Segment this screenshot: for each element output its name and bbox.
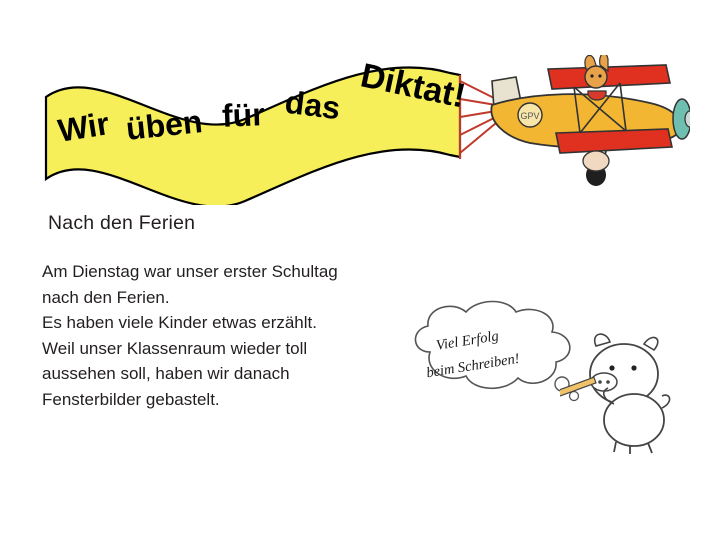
banner-plane-illustration — [30, 55, 690, 205]
svg-text:GPV: GPV — [520, 111, 540, 121]
body-line-1: Am Dienstag war unser erster Schultag — [42, 262, 338, 281]
page-title: Nach den Ferien — [48, 212, 196, 234]
body-line-3: Es haben viele Kinder etwas erzählt. — [42, 313, 317, 332]
body-line-5: aussehen soll, haben wir danach — [42, 364, 290, 383]
banner-word-5: Diktat! — [357, 56, 469, 116]
speech-bubble-line-2: beim Schreiben! — [425, 350, 521, 382]
banner-word-1: Wir — [55, 105, 112, 149]
body-line-2: nach den Ferien. — [42, 287, 170, 307]
banner-word-3: für — [221, 96, 266, 134]
body-paragraph — [42, 259, 442, 412]
banner-word-2: üben — [124, 103, 205, 147]
body-line-6: Fensterbilder gebastelt. — [42, 389, 220, 409]
banner-word-4: das — [283, 83, 343, 127]
pig-illustration — [560, 330, 690, 455]
speech-bubble-line-1: Viel Erfolg — [435, 328, 500, 354]
body-line-4: Weil unser Klassenraum wieder toll — [42, 338, 308, 358]
